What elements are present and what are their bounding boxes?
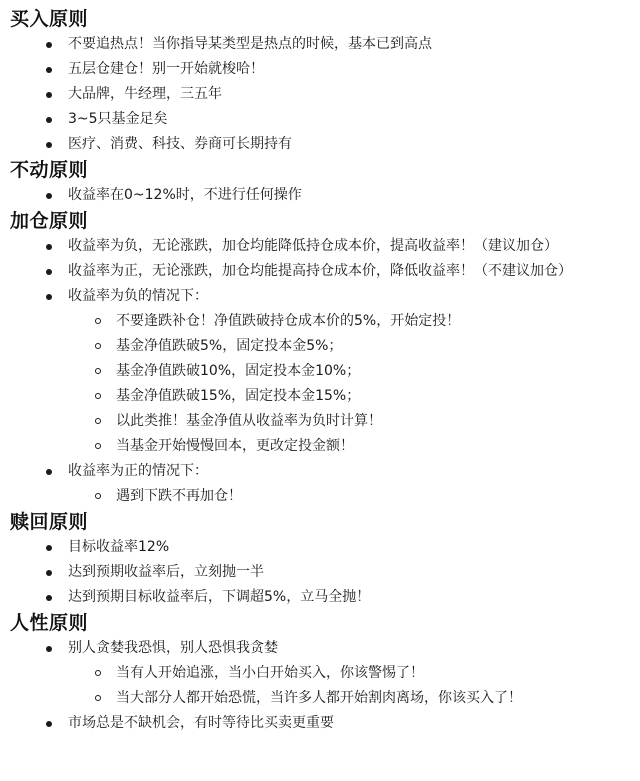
list-item xyxy=(10,234,640,259)
list-item xyxy=(10,560,640,585)
sub-list-item xyxy=(68,309,640,334)
list-item-text: 大品牌，牛经理，三五年 xyxy=(68,86,222,102)
list-item-text: 不要追热点！当你指导某类型是热点的时候，基本已到高点 xyxy=(68,36,432,52)
bullet-disc xyxy=(46,42,52,48)
bullet-disc xyxy=(46,545,52,551)
section-list-buy xyxy=(10,32,640,157)
list-item xyxy=(10,535,640,560)
sub-list-item-text: 基金净值跌破10%，固定投本金10%； xyxy=(116,363,361,379)
sub-list-item xyxy=(68,484,640,509)
list-item xyxy=(10,82,640,107)
sub-list-item-text: 以此类推！基金净值从收益率为负时计算！ xyxy=(116,413,382,429)
list-item xyxy=(10,32,640,57)
bullet-circle xyxy=(95,418,101,424)
list-item xyxy=(10,284,640,459)
list-item-text: 目标收益率12% xyxy=(68,539,170,555)
list-item-text: 收益率为负的情况下： xyxy=(68,288,208,304)
list-item-text: 收益率为正，无论涨跌，加仓均能提高持仓成本价，降低收益率！（不建议加仓） xyxy=(68,263,572,279)
sub-list-item xyxy=(68,434,640,459)
section-title-human-nature: 人性原则 xyxy=(10,612,89,634)
list-item xyxy=(10,711,640,736)
section-title-buy: 买入原则 xyxy=(10,8,89,30)
bullet-disc xyxy=(46,294,52,300)
bullet-disc xyxy=(46,92,52,98)
sub-list-item-text: 当大部分人都开始恐慌，当许多人都开始割肉离场，你该买入了！ xyxy=(116,690,522,706)
sub-list-item xyxy=(68,686,640,711)
sub-list-item xyxy=(68,334,640,359)
sub-list-item xyxy=(68,409,640,434)
sub-list-item-text: 不要逢跌补仓！净值跌破持仓成本价的5%，开始定投！ xyxy=(116,313,461,329)
bullet-disc xyxy=(46,142,52,148)
bullet-circle xyxy=(95,343,101,349)
section-list-add xyxy=(10,234,640,509)
list-item xyxy=(10,259,640,284)
bullet-disc xyxy=(46,117,52,123)
bullet-disc xyxy=(46,193,52,199)
list-item-text: 市场总是不缺机会，有时等待比买卖更重要 xyxy=(68,715,334,731)
bullet-disc xyxy=(46,646,52,652)
list-item-text: 3~5只基金足矣 xyxy=(68,111,168,127)
sub-list-item-text: 基金净值跌破15%，固定投本金15%； xyxy=(116,388,361,404)
bullet-disc xyxy=(46,570,52,576)
list-item-text: 达到预期收益率后，立刻抛一半 xyxy=(68,564,264,580)
bullet-circle xyxy=(95,393,101,399)
list-item xyxy=(10,183,640,208)
list-item-text: 五层仓建仓！别一开始就梭哈！ xyxy=(68,61,264,77)
bullet-circle xyxy=(95,695,101,701)
bullet-circle xyxy=(95,493,101,499)
sub-list xyxy=(68,309,640,459)
section-title-hold: 不动原则 xyxy=(10,159,89,181)
bullet-disc xyxy=(46,269,52,275)
bullet-disc xyxy=(46,67,52,73)
section-list-hold xyxy=(10,183,640,208)
sub-list-item-text: 当有人开始追涨，当小白开始买入，你该警惕了！ xyxy=(116,665,424,681)
list-item-text: 收益率为负，无论涨跌，加仓均能降低持仓成本价，提高收益率！（建议加仓） xyxy=(68,238,558,254)
section-title-add: 加仓原则 xyxy=(10,210,89,232)
sub-list-item-text: 遇到下跌不再加仓！ xyxy=(116,488,242,504)
sub-list-item xyxy=(68,661,640,686)
sub-list-item xyxy=(68,359,640,384)
list-item-text: 收益率在0~12%时，不进行任何操作 xyxy=(68,187,302,203)
bullet-circle xyxy=(95,318,101,324)
sub-list-item xyxy=(68,384,640,409)
list-item-text: 达到预期目标收益率后，下调超5%，立马全抛！ xyxy=(68,589,371,605)
bullet-disc xyxy=(46,721,52,727)
list-item xyxy=(10,57,640,82)
bullet-circle xyxy=(95,443,101,449)
list-item-text: 医疗、消费、科技、券商可长期持有 xyxy=(68,136,292,152)
list-item-text: 收益率为正的情况下： xyxy=(68,463,208,479)
section-title-redeem: 赎回原则 xyxy=(10,511,89,533)
section-list-redeem xyxy=(10,535,640,610)
bullet-disc xyxy=(46,469,52,475)
list-item xyxy=(10,459,640,509)
list-item xyxy=(10,636,640,711)
sub-list-item-text: 基金净值跌破5%，固定投本金5%； xyxy=(116,338,343,354)
sub-list-item-text: 当基金开始慢慢回本，更改定投金额！ xyxy=(116,438,354,454)
bullet-circle xyxy=(95,368,101,374)
bullet-circle xyxy=(95,670,101,676)
list-item-text: 别人贪婪我恐惧，别人恐惧我贪婪 xyxy=(68,640,278,656)
list-item xyxy=(10,107,640,132)
list-item xyxy=(10,132,640,157)
bullet-disc xyxy=(46,595,52,601)
bullet-disc xyxy=(46,244,52,250)
sub-list xyxy=(68,484,640,509)
list-item xyxy=(10,585,640,610)
section-list-human-nature xyxy=(10,636,640,736)
sub-list xyxy=(68,661,640,711)
